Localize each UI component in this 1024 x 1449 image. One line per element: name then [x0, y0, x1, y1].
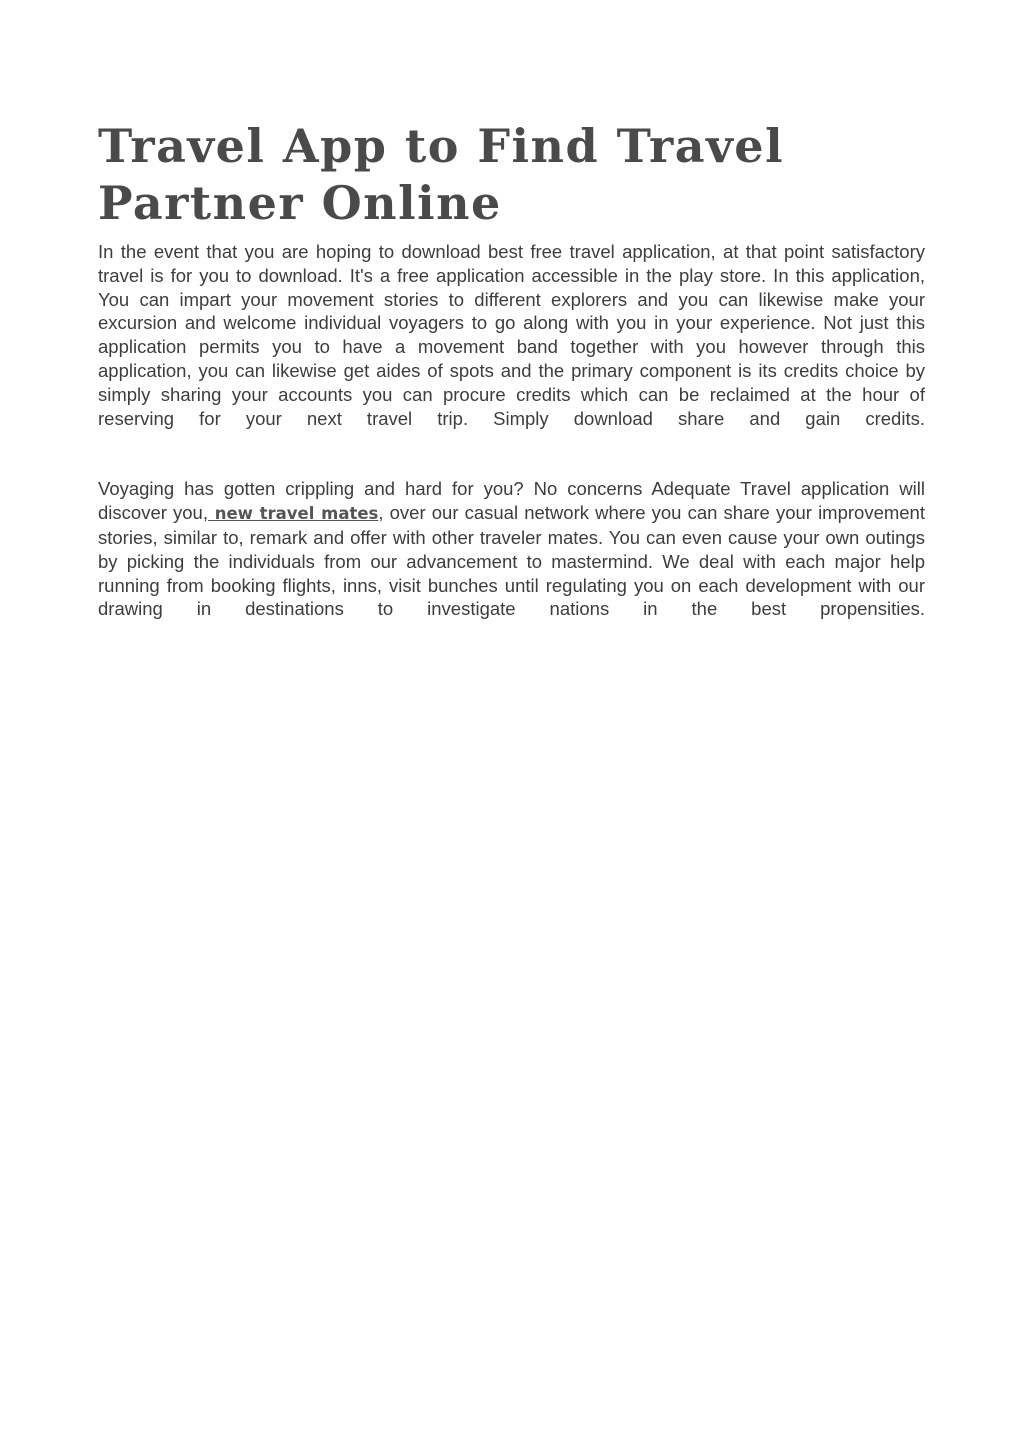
- new-travel-mates-link[interactable]: new travel mates: [207, 504, 379, 524]
- paragraph-travel-mates: [98, 477, 925, 621]
- paragraph-text-after-link: , over our casual network where you can share your improvement stories, similar to, remark and offer with other traveler mates. You can even cause your own outings by picking the individuals from our advancement to mastermind. We deal with each major help running from booking flights, inns, visit bunches until regulating you on each development with our drawing in destinations to investigate nations in the best propensities.: [98, 502, 925, 620]
- paragraph-text-before-link: Voyaging has gotten crippling and hard for you? No concerns Adequate Travel application will discover you,: [98, 478, 925, 524]
- paragraph-intro: In the event that you are hoping to download best free travel application, at that point satisfactory travel is for you to download. It's a free application accessible in the play store. In this application, You can impart your movement stories to different explorers and you can likewise make your excursion and welcome individual voyagers to go along with you in your experience. Not just this application permits you to have a movement band together with you however through this application, you can likewise get aides of spots and the primary component is its credits choice by simply sharing your accounts you can procure credits which can be reclaimed at the hour of reserving for your next travel trip. Simply download share and gain credits.: [98, 241, 925, 429]
- document-title: Travel App to Find Travel Partner Online: [98, 119, 785, 230]
- document-page: [98, 118, 925, 621]
